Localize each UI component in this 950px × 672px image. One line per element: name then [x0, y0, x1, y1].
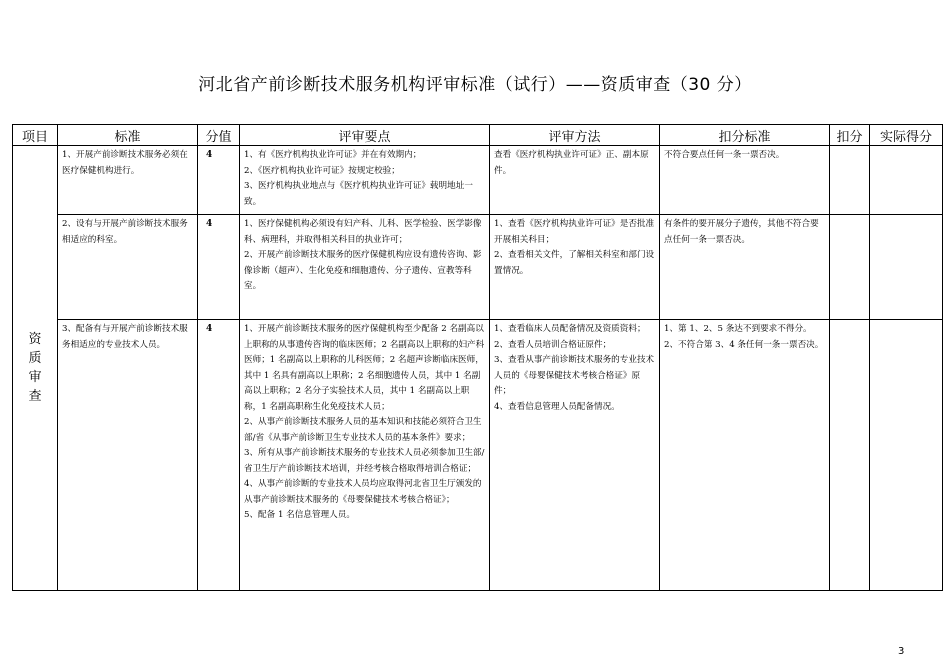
- deduction-rule: 不符合要点任何一条一票否决。: [664, 150, 785, 160]
- review-method: 1、查看临床人员配备情况及资质资料；: [494, 324, 646, 334]
- deduction-cell[interactable]: [830, 215, 870, 320]
- review-method-cell: [490, 320, 660, 591]
- review-method: 3、查看从事产前诊断技术服务的专业技术人员的《母婴保健技术考核合格证》原件；: [494, 355, 655, 396]
- standard-cell: 1、开展产前诊断技术服务必须在医疗保健机构进行。: [58, 146, 198, 215]
- review-method: 1、查看《医疗机构执业许可证》是否批准开展相关科目；: [494, 219, 655, 245]
- standard-cell: 2、设有与开展产前诊断技术服务相适应的科室。: [58, 215, 198, 320]
- review-point: 4、从事产前诊断的专业技术人员均应取得河北省卫生厅颁发的从事产前诊断技术服务的《母婴保健技术考核合格证》；: [244, 479, 482, 505]
- item-cell: 资质审查: [13, 146, 58, 591]
- review-standard-table: [12, 124, 943, 591]
- review-point: 2、开展产前诊断技术服务的医疗保健机构应设有遗传咨询、影像诊断（超声）、生化免疫和细胞遗传、分子遗传、宣教等科室。: [244, 250, 482, 291]
- review-method-cell: [490, 146, 660, 215]
- header-review-method: 评审方法: [490, 125, 660, 146]
- review-points-cell: [240, 215, 490, 320]
- page-title: 河北省产前诊断技术服务机构评审标准（试行）——资质审查（30 分）: [198, 75, 752, 95]
- header-deduction-standard: 扣分标准: [660, 125, 830, 146]
- review-method: 查看《医疗机构执业许可证》正、副本原件。: [494, 150, 649, 176]
- review-point: 5、配备 1 名信息管理人员。: [244, 510, 355, 520]
- header-actual-score: 实际得分: [870, 125, 943, 146]
- actual-score-cell[interactable]: [870, 146, 943, 215]
- review-point: 1、开展产前诊断技术服务的医疗保健机构至少配备 2 名副高以上职称的从事遗传咨询的临床医师；2 名副高以上职称的妇产科医师；1 名副高以上职称的儿科医师；2 名超声诊断临床医师，其中 1 名具有副高以上职称；2 名细胞遗传人员，其中 1 名副高以上职称；2 名分子实验技术人员，其中 1 名副高以上职称，1 名副高职称生化免疫技术人员；: [244, 324, 485, 412]
- score-cell: 4: [198, 146, 240, 215]
- header-review-points: 评审要点: [240, 125, 490, 146]
- deduction-rule: 1、第 1、2、5 条达不到要求不得分。: [664, 324, 812, 334]
- review-point: 3、医疗机构执业地点与《医疗机构执业许可证》载明地址一致。: [244, 181, 473, 207]
- review-points-cell: [240, 146, 490, 215]
- review-point: 2、《医疗机构执业许可证》按规定校验；: [244, 165, 400, 176]
- deduction-standard-cell: [660, 320, 830, 591]
- review-points-cell: [240, 320, 490, 591]
- header-deduction: 扣分: [830, 125, 870, 146]
- deduction-rule: 2、不符合第 3、4 条任何一条一票否决。: [664, 339, 824, 350]
- table-row: [13, 146, 943, 215]
- deduction-standard-cell: [660, 146, 830, 215]
- header-standard: 标准: [58, 125, 198, 146]
- deduction-cell[interactable]: [830, 146, 870, 215]
- actual-score-cell[interactable]: [870, 320, 943, 591]
- review-point: 3、所有从事产前诊断技术服务的专业技术人员必须参加卫生部/省卫生厅产前诊断技术培训，并经考核合格取得培训合格证；: [244, 448, 485, 474]
- review-method-cell: [490, 215, 660, 320]
- deduction-cell[interactable]: [830, 320, 870, 591]
- standard-cell: 3、配备有与开展产前诊断技术服务相适应的专业技术人员。: [58, 320, 198, 591]
- table-row: [13, 215, 943, 320]
- table-row: [13, 320, 943, 591]
- actual-score-cell[interactable]: [870, 215, 943, 320]
- review-point: 1、有《医疗机构执业许可证》并在有效期内；: [244, 150, 422, 160]
- header-item: 项目: [13, 125, 58, 146]
- deduction-rule: 有条件的要开展分子遗传，其他不符合要点任何一条一票否决。: [664, 219, 819, 245]
- deduction-standard-cell: [660, 215, 830, 320]
- header-score: 分值: [198, 125, 240, 146]
- table-header-row: [13, 125, 943, 146]
- review-point: 1、医疗保健机构必须设有妇产科、儿科、医学检验、医学影像科、病理科，并取得相关科目的执业许可；: [244, 219, 482, 245]
- page-number: 3: [898, 646, 905, 657]
- review-point: 2、从事产前诊断技术服务人员的基本知识和技能必须符合卫生部/省《从事产前诊断卫生专业技术人员的基本条件》要求；: [244, 417, 482, 443]
- score-cell: 4: [198, 320, 240, 591]
- review-method: 2、查看相关文件，了解相关科室和部门设置情况。: [494, 250, 655, 276]
- review-method: 4、查看信息管理人员配备情况。: [494, 401, 620, 412]
- score-cell: 4: [198, 215, 240, 320]
- review-method: 2、查看人员培训合格证原件；: [494, 339, 612, 350]
